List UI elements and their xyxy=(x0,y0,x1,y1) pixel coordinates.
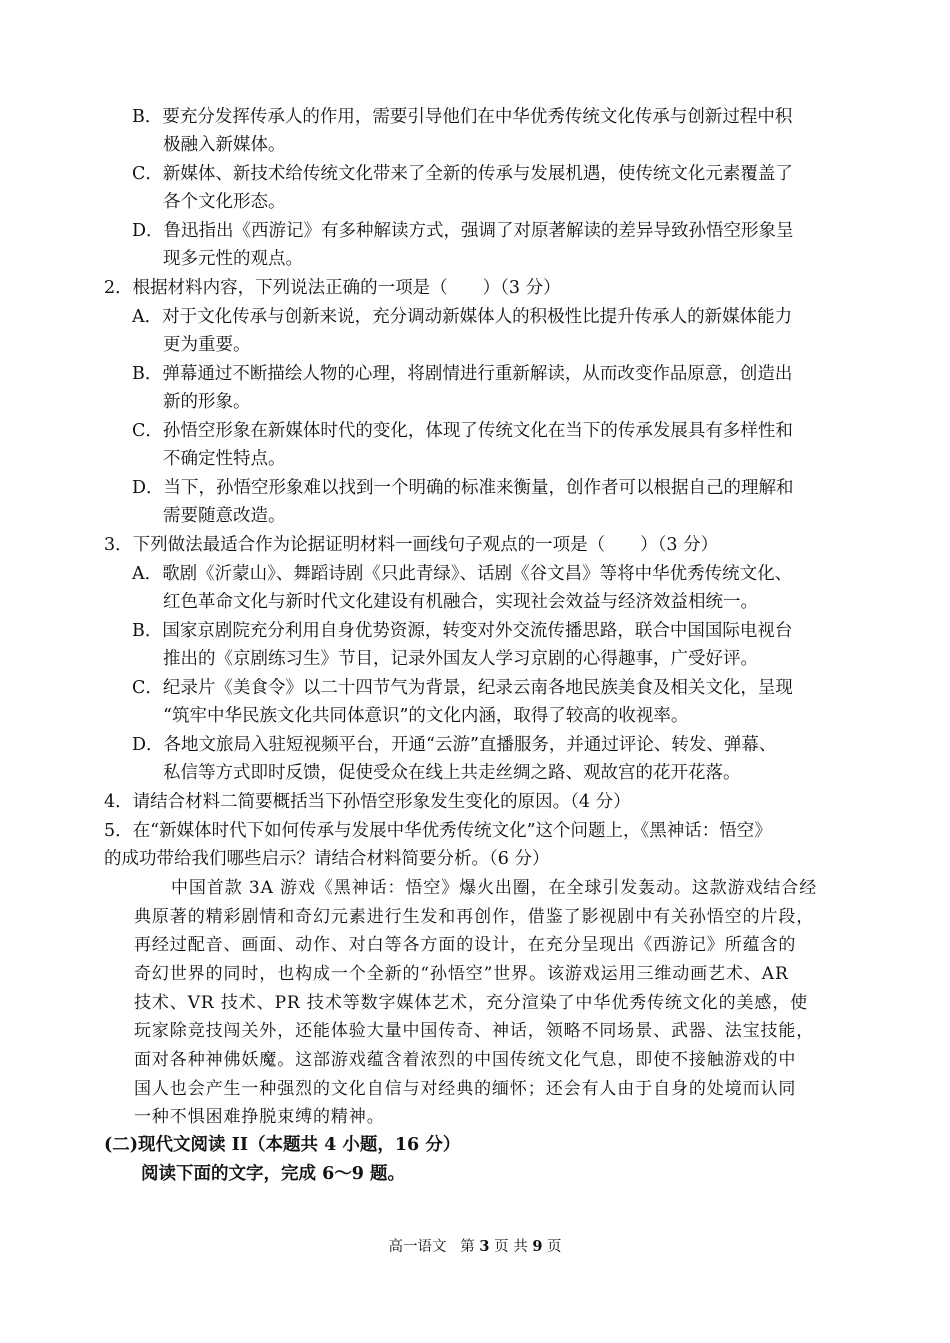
q3-option-d-line1: D．各地文旅局入驻短视频平台，开通“云游”直播服务，并通过评论、转发、弹幕、 xyxy=(132,735,777,755)
q1-option-c-line1: C．新媒体、新技术给传统文化带来了全新的传承与发展机遇，使传统文化元素覆盖了 xyxy=(132,164,793,184)
q5-material-line: 一种不惧困难挣脱束缚的精神。 xyxy=(134,1107,385,1127)
q5-material-line: 奇幻世界的同时，也构成一个全新的“孙悟空”世界。该游戏运用三维动画艺术、AR xyxy=(134,964,789,984)
q1-option-b-line1: B．要充分发挥传承人的作用，需要引导他们在中华优秀传统文化传承与创新过程中积 xyxy=(132,107,793,127)
q1-option-c-line2: 各个文化形态。 xyxy=(163,192,286,212)
q3-option-d-line2: 私信等方式即时反馈，促使受众在线上共走丝绸之路、观故宫的花开花落。 xyxy=(163,763,741,783)
q3-option-a-line2: 红色革命文化与新时代文化建设有机融合，实现社会效益与经济效益相统一。 xyxy=(163,592,758,612)
q1-option-d-line1: D．鲁迅指出《西游记》有多种解读方式，强调了对原著解读的差异导致孙悟空形象呈 xyxy=(132,221,794,241)
footer-page-prefix: 第 xyxy=(460,1239,475,1255)
q2-option-b-line2: 新的形象。 xyxy=(163,392,251,412)
q3-stem: 3．下列做法最适合作为论据证明材料一画线句子观点的一项是（ ）（3 分） xyxy=(104,535,719,555)
q3-option-a-line1: A．歌剧《沂蒙山》、舞蹈诗剧《只此青绿》、话剧《谷文昌》等将中华优秀传统文化、 xyxy=(132,564,793,584)
q3-option-c-line1: C．纪录片《美食令》以二十四节气为背景，纪录云南各地民族美食及相关文化，呈现 xyxy=(132,678,793,698)
q5-material-line: 国人也会产生一种强烈的文化自信与对经典的缅怀；还会有人由于自身的处境而认同 xyxy=(134,1079,797,1099)
q3-option-b-line1: B．国家京剧院充分利用自身优势资源，转变对外交流传播思路，联合中国国际电视台 xyxy=(132,621,793,641)
q3-option-c-line2: “筑牢中华民族文化共同体意识”的文化内涵，取得了较高的收视率。 xyxy=(163,706,689,726)
footer-subject: 高一语文 xyxy=(388,1239,447,1255)
q5-material-line: 典原著的精彩剧情和奇幻元素进行生发和再创作，借鉴了影视剧中有关孙悟空的片段， xyxy=(134,907,815,927)
q2-option-c-line2: 不确定性特点。 xyxy=(163,449,286,469)
q5-material-line: 技术、VR 技术、PR 技术等数字媒体艺术，充分渲染了中华优秀传统文化的美感，使 xyxy=(134,993,809,1013)
section-heading: (二)现代文阅读 II（本题共 4 小题，16 分） xyxy=(104,1135,461,1155)
q2-option-d-line1: D．当下，孙悟空形象难以找到一个明确的标准来衡量，创作者可以根据自己的理解和 xyxy=(132,478,794,498)
q4-stem: 4．请结合材料二简要概括当下孙悟空形象发生变化的原因。（4 分） xyxy=(104,792,631,812)
footer-page-mid: 页 共 xyxy=(494,1239,528,1255)
q5-material-line: 面对各种神佛妖魔。这部游戏蕴含着浓烈的中国传统文化气息，即使不接触游戏的中 xyxy=(134,1050,797,1070)
q2-option-d-line2: 需要随意改造。 xyxy=(163,506,286,526)
q1-option-d-line2: 现多元性的观点。 xyxy=(163,249,303,269)
q2-option-b-line1: B．弹幕通过不断描绘人物的心理，将剧情进行重新解读，从而改变作品原意，创造出 xyxy=(132,364,793,384)
q5-stem-line2: 的成功带给我们哪些启示？请结合材料简要分析。（6 分） xyxy=(104,849,550,869)
page-footer xyxy=(0,1235,950,1256)
footer-page-number: 3 xyxy=(479,1238,490,1255)
q5-material-line: 中国首款 3A 游戏《黑神话：悟空》爆火出圈，在全球引发轰动。这款游戏结合经 xyxy=(171,878,818,898)
q3-option-b-line2: 推出的《京剧练习生》节目，记录外国友人学习京剧的心得趣事，广受好评。 xyxy=(163,649,758,669)
q2-option-a-line1: A．对于文化传承与创新来说，充分调动新媒体人的积极性比提升传承人的新媒体能力 xyxy=(132,307,793,327)
q5-stem-line1: 5．在“新媒体时代下如何传承与发展中华优秀传统文化”这个问题上，《黑神话：悟空》 xyxy=(104,821,772,841)
footer-page-suffix: 页 xyxy=(547,1239,562,1255)
q1-option-b-line2: 极融入新媒体。 xyxy=(163,135,286,155)
q2-option-c-line1: C．孙悟空形象在新媒体时代的变化，体现了传统文化在当下的传承发展具有多样性和 xyxy=(132,421,793,441)
section-instruction: 阅读下面的文字，完成 6～9 题。 xyxy=(141,1164,406,1184)
q2-option-a-line2: 更为重要。 xyxy=(163,335,251,355)
q2-stem: 2．根据材料内容，下列说法正确的一项是（ ）（3 分） xyxy=(104,278,561,298)
q5-material-line: 再经过配音、画面、动作、对白等各方面的设计，在充分呈现出《西游记》所蕴含的 xyxy=(134,935,797,955)
footer-total-pages: 9 xyxy=(532,1238,543,1255)
q5-material-line: 玩家除竞技闯关外，还能体验大量中国传奇、神话，领略不同场景、武器、法宝技能， xyxy=(134,1021,815,1041)
